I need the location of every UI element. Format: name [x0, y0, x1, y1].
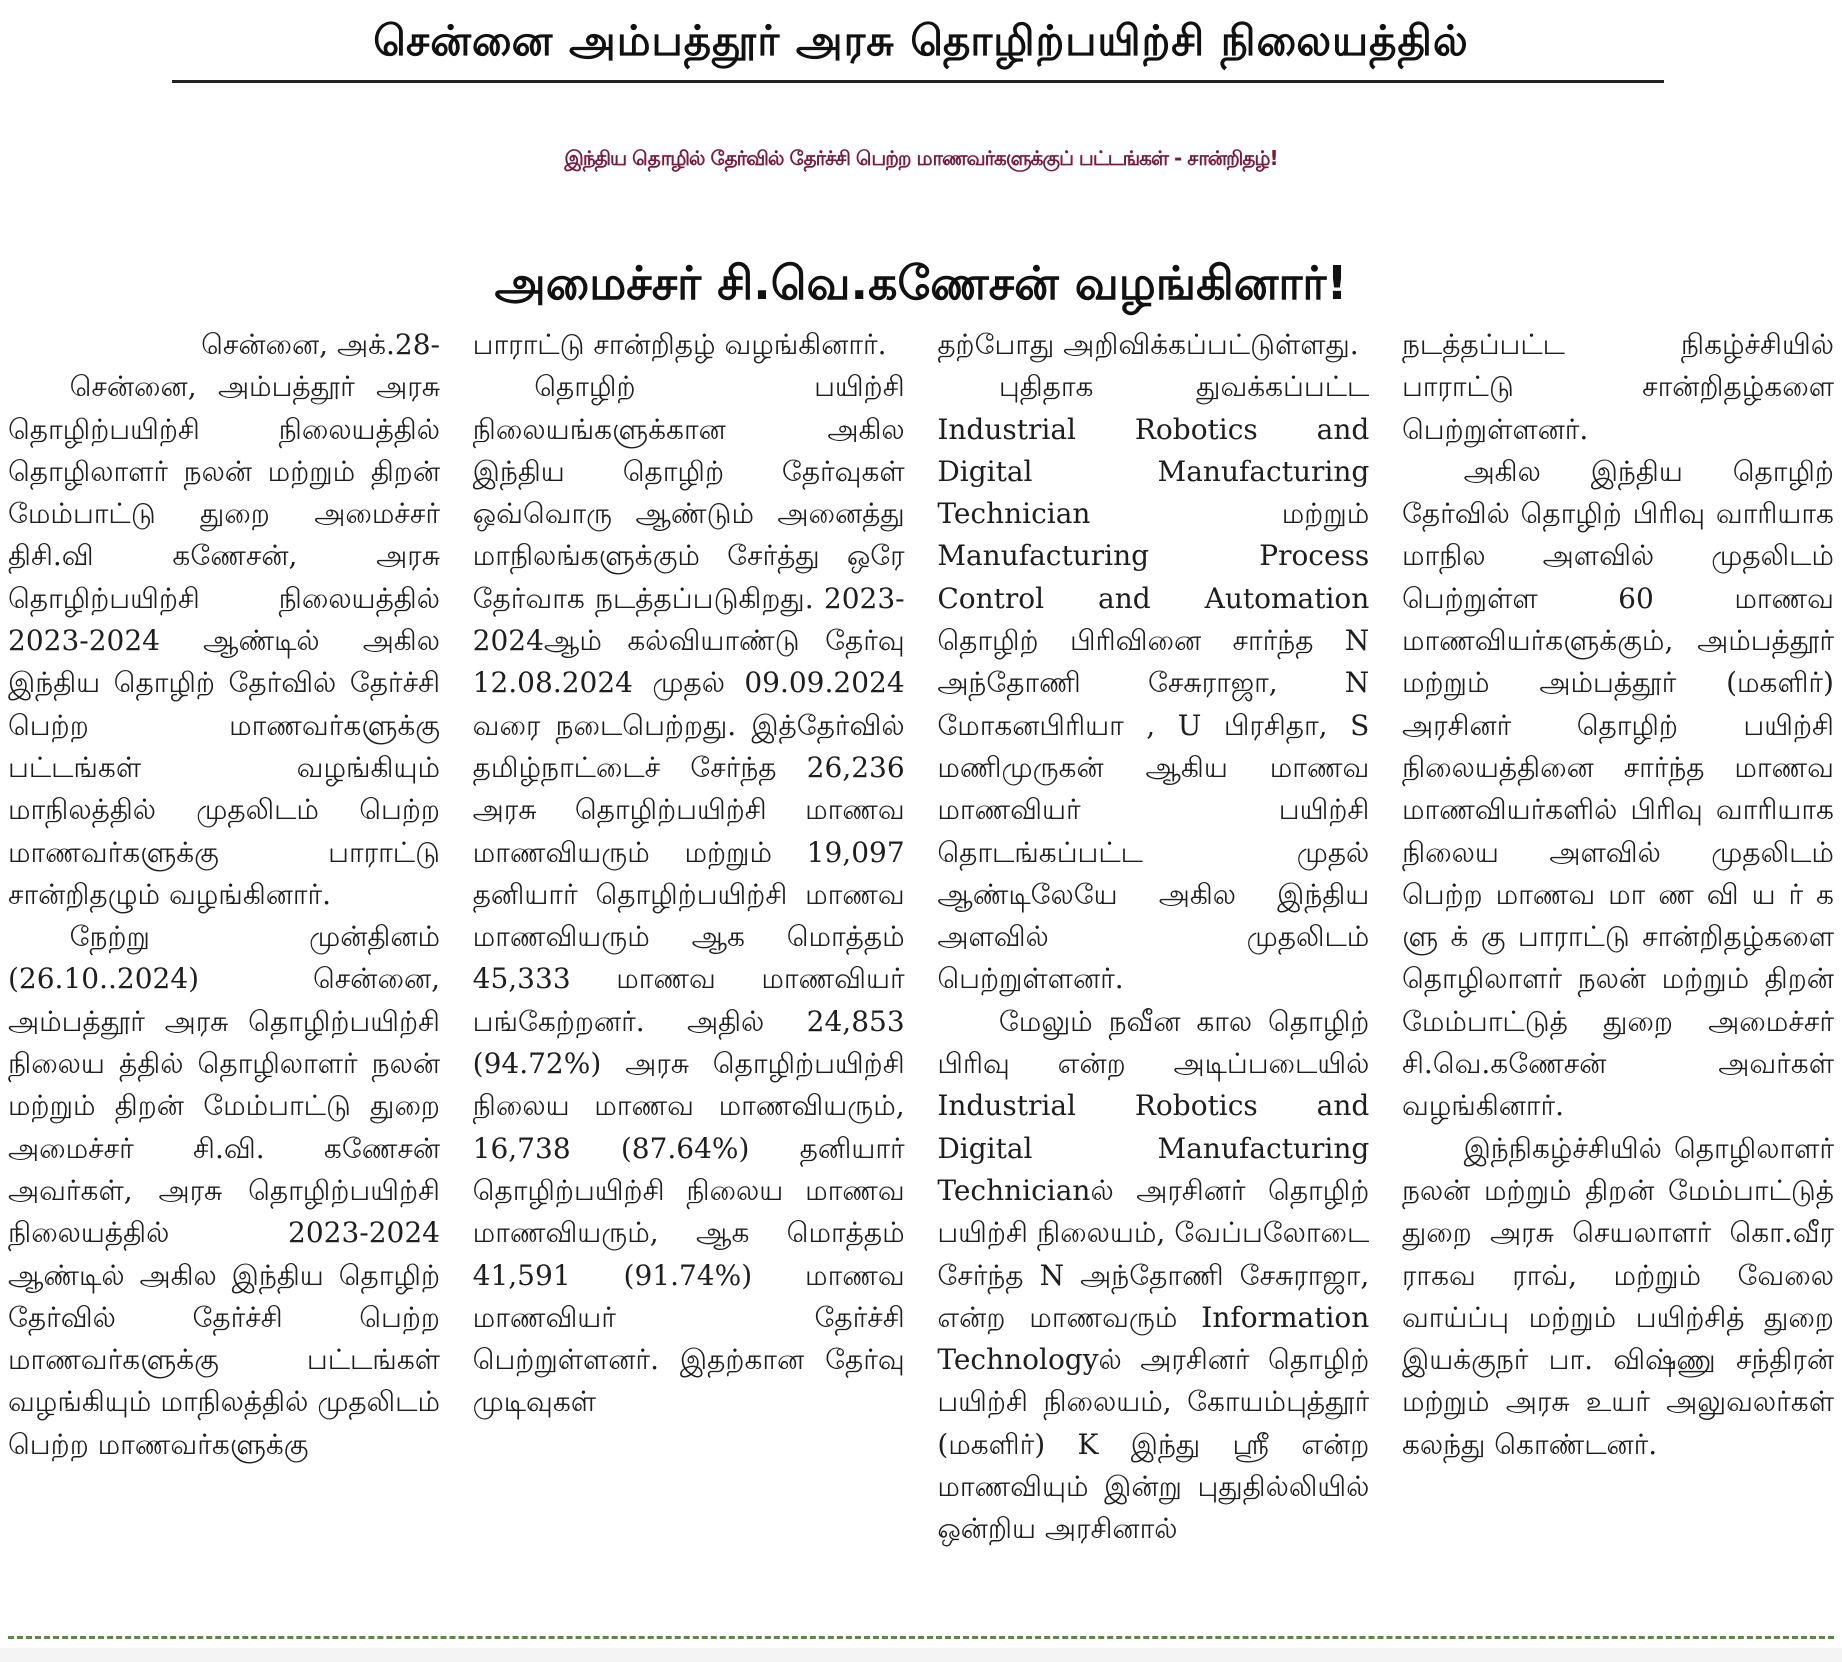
paragraph: சென்னை, அம்பத்தூர் அரசு தொழிற்பயிற்சி நிலையத்தில் தொழிலாளர் நலன் மற்றும் திறன் மேம்பாட்டு துறை அமைச்சர் திசி.வி கணேசன், அரசு தொழிற்பயிற்சி நிலையத்தில் 2023-2024 ஆண்டில் அகில இந்திய தொழிற் தேர்வில் தேர்ச்சி பெற்ற மாணவர்களுக்கு பட்டங்கள் வழங்கியும் மாநிலத்தில் முதலிடம் பெற்ற மாணவர்களுக்கு பாராட்டு சான்றிதழும் வழங்கினார். — [8, 370, 440, 911]
bottom-dashed-rule — [8, 1636, 1834, 1639]
paragraph: மேலும் நவீன கால தொழிற் பிரிவு என்ற அடிப்படையில் Industrial Robotics and Digital Manufacturing Technicianல் அரசினர் தொழிற் பயிற்சி நிலையம், வேப்பலோடை சேர்ந்த N அந்தோணி சேசுராஜா, என்ற மாணவரும் Information Technologyல் அரசினர் தொழிற் பயிற்சி நிலையம், கோயம்புத்தூர் (மகளிர்) K இந்து ஸ்ரீ என்ற மாணவியும் இன்று புதுதில்லியில் ஒன்றிய அரசினால் — [937, 1004, 1370, 1546]
paragraph-continued: பாராட்டு சான்றிதழ் வழங்கினார். — [472, 328, 887, 361]
column-3 — [937, 324, 1369, 1624]
dateline: சென்னை, அக்.28- — [201, 328, 440, 361]
column-1 — [8, 324, 440, 1624]
article-body — [8, 324, 1834, 1624]
paragraph: இந்நிகழ்ச்சியில் தொழிலாளர் நலன் மற்றும் திறன் மேம்பாட்டுத் துறை அரசு செயலாளர் கொ.வீர ராகவ ராவ், மற்றும் வேலை வாய்ப்பு மற்றும் பயிற்சித் துறை இயக்குநர் பா. விஷ்ணு சந்திரன் மற்றும் அரசு உயர் அலுவலர்கள் கலந்து கொண்டனர். — [1401, 1131, 1834, 1461]
article-kicker: சென்னை அம்பத்தூர் அரசு தொழிற்பயிற்சி நிலையத்தில் — [373, 16, 1469, 65]
bottom-edge — [0, 1648, 1842, 1662]
paragraph: தொழிற் பயிற்சி நிலையங்களுக்கான அகில இந்திய தொழிற் தேர்வுகள் ஒவ்வொரு ஆண்டும் அனைத்து மாநிலங்களுக்கும் சேர்த்து ஒரே தேர்வாக நடத்தப்படுகிறது. 2023-2024ஆம் கல்வியாண்டு தேர்வு 12.08.2024 முதல் 09.09.2024 வரை நடைபெற்றது. இத்தேர்வில் தமிழ்நாட்டைச் சேர்ந்த 26,236 அரசு தொழிற்பயிற்சி மாணவ மாணவியரும் மற்றும் 19,097 தனியார் தொழிற்பயிற்சி மாணவ மாணவியரும் ஆக மொத்தம் 45,333 மாணவ மாணவியர் பங்கேற்றனர். அதில் 24,853 (94.72%) அரசு தொழிற்பயிற்சி நிலைய மாணவ மாணவியரும், 16,738 (87.64%) தனியார் தொழிற்பயிற்சி நிலைய மாணவ மாணவியரும், ஆக மொத்தம் 41,591 (91.74%) மாணவ மாணவியர் தேர்ச்சி பெற்றுள்ளனர். இதற்கான தேர்வு முடிவுகள் — [472, 370, 905, 1419]
paragraph: நேற்று முன்தினம் (26.10..2024) சென்னை, அம்பத்தூர் அரசு தொழிற்பயிற்சி நிலைய த்தில் தொழிலாளர் நலன் மற்றும் திறன் மேம்பாட்டு துறை அமைச்சர் சி.வி. கணேசன் அவர்கள், அரசு தொழிற்பயிற்சி நிலையத்தில் 2023-2024 ஆண்டில் அகில இந்திய தொழிற் தேர்வில் தேர்ச்சி பெற்ற மாணவர்களுக்கு பட்டங்கள் வழங்கியும் மாநிலத்தில் முதலிடம் பெற்ற மாணவர்களுக்கு — [8, 920, 440, 1461]
column-4 — [1402, 324, 1834, 1624]
column-2 — [473, 324, 905, 1624]
kicker-underline — [172, 80, 1664, 83]
paragraph: புதிதாக துவக்கப்பட்ட Industrial Robotics and Digital Manufacturing Technician மற்றும் Manufacturing Process Control and Automation தொழிற் பிரிவினை சார்ந்த N அந்தோணி சேசுராஜா, N மோகனபிரியா , U பிரசிதா, S மணிமுருகன் ஆகிய மாணவ மாணவியர் பயிற்சி தொடங்கப்பட்ட முதல் ஆண்டிலேயே அகில இந்திய அளவில் முதலிடம் பெற்றுள்ளனர். — [937, 370, 1370, 996]
article-headline: இந்திய தொழில் தேர்வில் தேர்ச்சி பெற்ற மாணவர்களுக்குப் பட்டங்கள் - சான்றிதழ்! — [564, 146, 1278, 170]
paragraph-continued: தற்போது அறிவிக்கப்பட்டுள்ளது. — [937, 328, 1359, 361]
paragraph: அகில இந்திய தொழிற் தேர்வில் தொழிற் பிரிவு வாரியாக மாநில அளவில் முதலிடம் பெற்றுள்ள 60 மாணவ மாணவியர்களுக்கும், அம்பத்தூர் மற்றும் அம்பத்தூர் (மகளிர்) அரசினர் தொழிற் பயிற்சி நிலையத்தினை சார்ந்த மாணவ மாணவியர்களில் பிரிவு வாரியாக நிலைய அளவில் முதலிடம் பெற்ற மாணவ மா ண வி ய ர் க ளு க் கு பாராட்டு சான்றிதழ்களை தொழிலாளர் நலன் மற்றும் திறன் மேம்பாட்டுத் துறை அமைச்சர் சி.வெ.கணேசன் அவர்கள் வழங்கினார். — [1401, 454, 1834, 1123]
article-subheadline: அமைச்சர் சி.வெ.கணேசன் வழங்கினார்! — [494, 256, 1348, 310]
paragraph-continued: நடத்தப்பட்ட நிகழ்ச்சியில் பாராட்டு சான்றிதழ்களை பெற்றுள்ளனர். — [1401, 328, 1834, 446]
